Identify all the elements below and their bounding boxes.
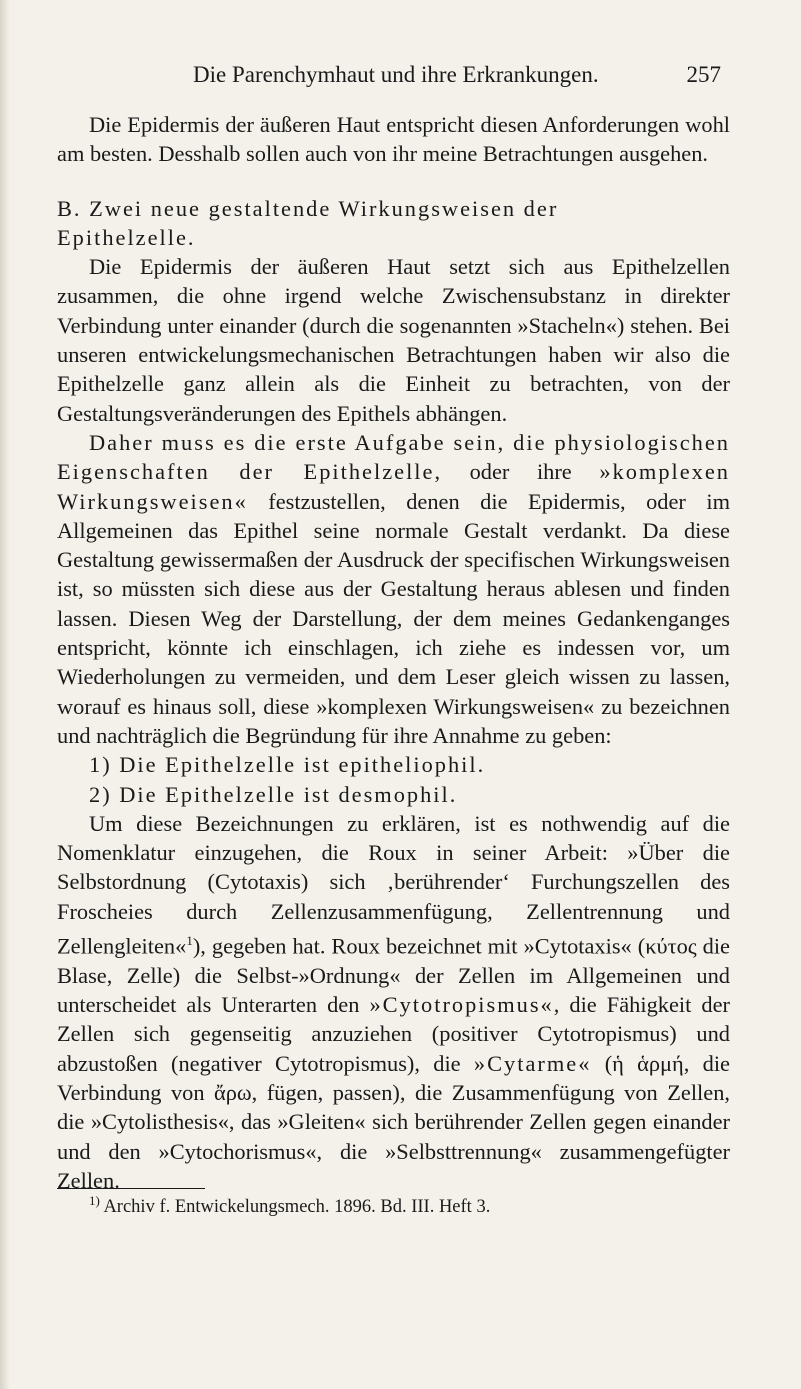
- paragraph-nomenclature: [57, 809, 730, 1195]
- page-edge: [0, 0, 10, 1389]
- spaced-text: Daher muss es die erste Aufgabe sein, die physiologischen Eigenschaften der Epithelzelle,: [57, 429, 730, 485]
- spaced-text: »Cytotropismus«: [369, 992, 554, 1018]
- footnote-text: Archiv f. Entwickelungsmech. 1896. Bd. III. Heft 3.: [99, 1197, 491, 1218]
- spaced-text: »Cytarme«: [473, 1050, 592, 1076]
- running-title: Die Parenchymhaut und ihre Erkrankungen.: [193, 62, 599, 87]
- footnote-ref: 1: [186, 933, 193, 949]
- text-run: ), gegeben hat. Roux bezeichnet mit »Cytotaxis« (κύτος die Blase, Zelle) die Selbst-»Ordnung« der Zellen im Allgemeinen und unterscheidet als Unterarten den: [57, 933, 730, 1018]
- list-item-1: 1) Die Epithelzelle ist epitheliophil.: [89, 752, 486, 778]
- text-run: oder ihre: [442, 459, 600, 485]
- text-run: Um diese Bezeichnungen zu erklären, ist es nothwendig auf die Nomenklatur einzugehen, die Roux in seiner Arbeit: »Über die Selbstordnung (Cytotaxis) sich ‚berührender‘ Furchungszellen des Froscheies durch Zellenzusammenfügung, Zellentrennung und Zellengleiten«: [57, 810, 730, 959]
- section-heading-line1: B. Zwei neue gestaltende Wirkungsweisen der: [57, 195, 559, 221]
- section-heading-line2: Epithelzelle.: [57, 224, 196, 250]
- footnote: [89, 1193, 490, 1218]
- text-run: (ἡ ἁρμή, die Verbindung von ἄρω, fügen, passen), die Zusammenfügung von Zellen, die »Cytolisthesis«, das »Gleiten« sich berührender Zellen gegen einander und den »Cytochorismus«, die »Selbsttrennung« zusammengefügter Zellen.: [57, 1050, 730, 1193]
- text-run: festzustellen, denen die Epidermis, oder im Allgemeinen das Epithel seine normale Gestalt verdankt. Da diese Gestaltung gewissermaßen der Ausdruck der specifischen Wirkungsweisen ist, so müssten sich diese aus der Gestaltung heraus ablesen und finden lassen. Diesen Weg der Darstellung, der dem meines Gedankenganges entspricht, könnte ich einschlagen, ich ziehe es indessen vor, um Wiederholungen zu vermeiden, und dem Leser gleich wissen zu lassen, worauf es hinaus soll, diese »komplexen Wirkungsweisen« zu bezeichnen und nachträglich die Begründung für ihre Annahme zu geben:: [57, 488, 730, 748]
- spaced-text: »komplexen Wirkungsweisen«: [57, 459, 730, 514]
- footnote-marker: 1): [89, 1193, 100, 1208]
- page-body: [57, 110, 730, 1195]
- text-run: , die Fähigkeit der Zellen sich gegenseitig anzuziehen (positiver Cytotropismus) und abzustoßen (negativer Cytotropismus), die: [57, 992, 731, 1076]
- paragraph-intro: Die Epidermis der äußeren Haut entspricht diesen Anforderungen wohl am besten. Desshalb sollen auch von ihr meine Betrachtungen ausgehen.: [57, 112, 730, 167]
- paragraph-epidermis: Die Epidermis der äußeren Haut setzt sich aus Epithelzellen zusammen, die ohne irgend welche Zwischensubstanz in direkter Verbindung unter einander (durch die sogenannten »Stacheln«) stehen. Bei unseren entwickelungsmechanischen Betrachtungen haben wir also die Epithelzelle ganz allein als die Einheit zu betrachten, von der Gestaltungsveränderungen des Epithels abhängen.: [57, 254, 730, 426]
- list-item-2: 2) Die Epithelzelle ist desmophil.: [89, 781, 458, 807]
- paragraph-task: [57, 428, 730, 750]
- page-number: 257: [686, 62, 721, 87]
- footnote-rule: [57, 1188, 205, 1189]
- running-header: [193, 62, 721, 92]
